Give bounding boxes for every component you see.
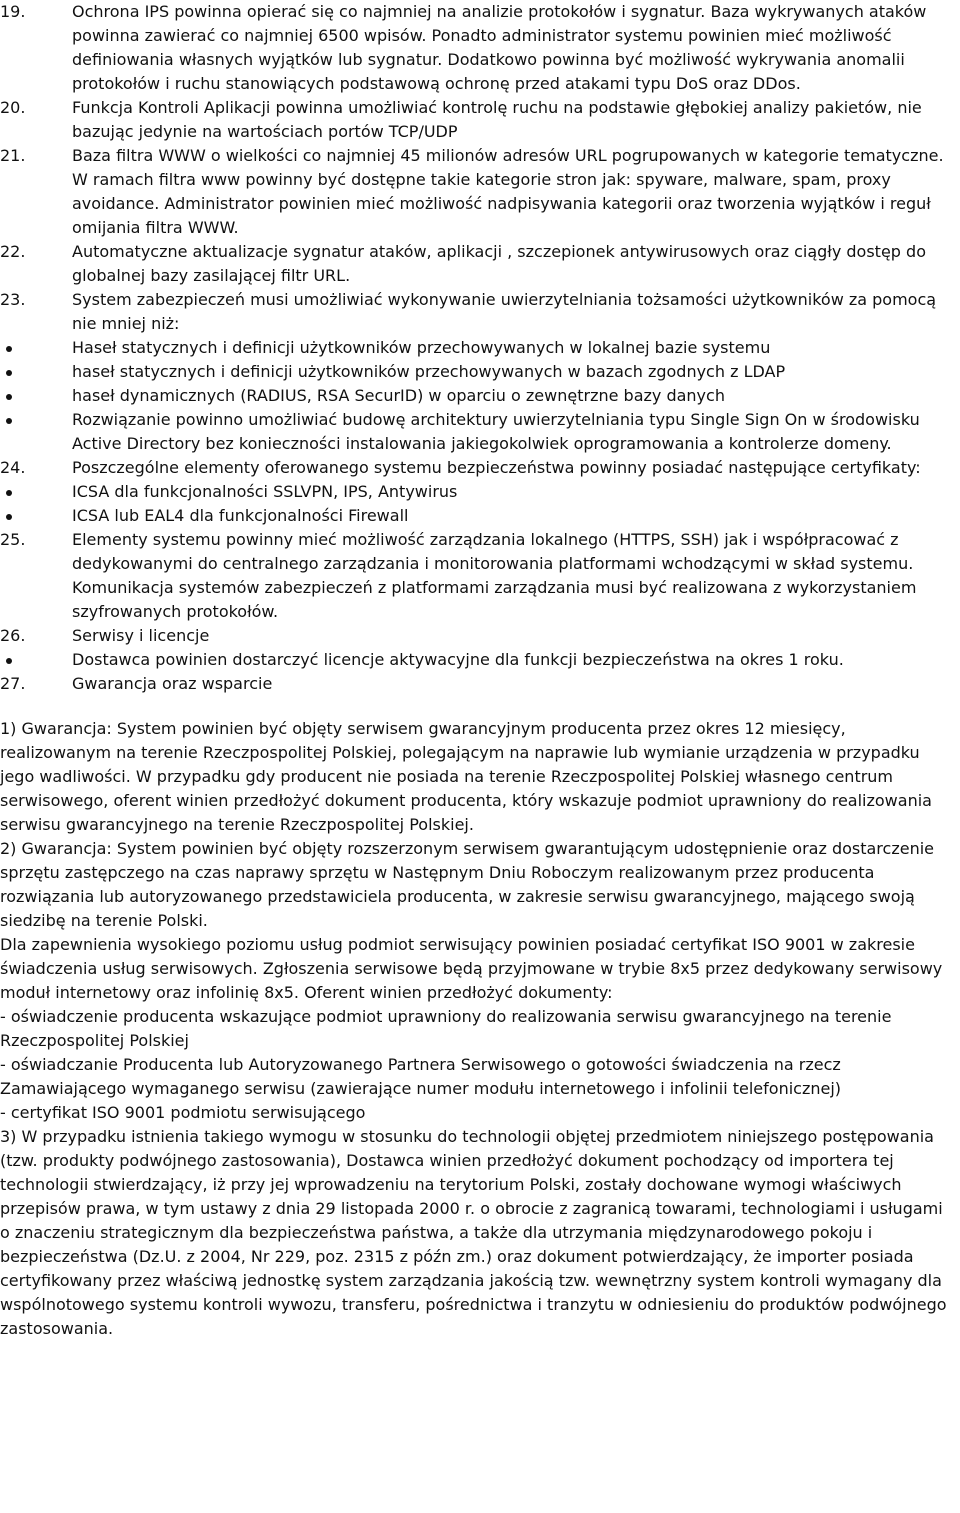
- item-number: 19.: [0, 2, 26, 21]
- item-number: 25.: [0, 530, 26, 549]
- list-item-21: [0, 144, 960, 240]
- bullet-icon: [6, 346, 12, 352]
- item-text: Ochrona IPS powinna opierać się co najmniej na analizie protokołów i sygnatur. Baza wykrywanych ataków powinna zawierać co najmniej 6500 wpisów. Ponadto administrator systemu powinien mieć możliwość definiowania własnych wyjątków lub sygnatur. Dodatkowo powinna być możliwość wykrywania anomalii protokołów i ruchu stanowiących podstawową ochronę przed atakami typu DoS oraz DDos.: [72, 2, 927, 93]
- bullet-icon: [6, 658, 12, 664]
- service-paragraph: Dla zapewnienia wysokiego poziomu usług podmiot serwisujący powinien posiadać certyfikat ISO 9001 w zakresie świadczenia usług serwisowych. Zgłoszenia serwisowe będą przyjmowane w trybie 8x5 przez dedykowany serwisowy moduł internetowy oraz infolinię 8x5. Oferent winien przedłożyć dokumenty:: [0, 935, 943, 1002]
- bullet-text: ICSA dla funkcjonalności SSLVPN, IPS, Antywirus: [72, 482, 458, 501]
- item-number: 27.: [0, 674, 26, 693]
- dual-use-paragraph: 3) W przypadku istnienia takiego wymogu w stosunku do technologii objętej przedmiotem niniejszego postępowania (tzw. produkty podwójnego zastosowania), Dostawca winien przedłożyć dokument pochodzący od importera tej technologii stwierdzający, iż przy jej wprowadzeniu na terytorium Polski, zostały dochowane wymogi właściwych przepisów prawa, w tym ustawy z dnia 29 listopada 2000 r. o obrocie z zagranicą towarami, technologiami i usługami o znaczeniu strategicznym dla bezpieczeństwa państwa, a także dla utrzymania międzynarodowego pokoju i bezpieczeństwa (Dz.U. z 2004, Nr 229, poz. 2315 z późn zm.) oraz dokument potwierdzający, że importer posiada certyfikowany przez właściwą jednostkę system zarządzania jakością tzw. wewnętrzny system kontroli wymagany dla wspólnotowego systemu kontroli wywozu, transferu, pośrednictwa i tranzytu w odniesieniu do produktów podwójnego zastosowania.: [0, 1127, 947, 1338]
- list-item-22: [0, 240, 960, 288]
- item-text: Serwisy i licencje: [72, 626, 210, 645]
- document-requirement: - oświadczanie Producenta lub Autoryzowanego Partnera Serwisowego o gotowości świadczenia na rzecz Zamawiającego wymaganego serwisu (zawierające numer modułu internetowego i infolinii telefonicznej): [0, 1055, 842, 1098]
- item-text: Elementy systemu powinny mieć możliwość zarządzania lokalnego (HTTPS, SSH) jak i współpracować z dedykowanymi do centralnego zarządzania i monitorowania platformami wchodzącymi w skład systemu. Komunikacja systemów zabezpieczeń z platformami zarządzania musi być realizowana z wykorzystaniem szyfrowanych protokołów.: [72, 530, 917, 621]
- bullet-item: [0, 360, 960, 384]
- bullet-text: haseł statycznych i definicji użytkowników przechowywanych w bazach zgodnych z LDAP: [72, 362, 786, 381]
- bullet-item: [0, 384, 960, 408]
- item-text: System zabezpieczeń musi umożliwiać wykonywanie uwierzytelniania tożsamości użytkowników za pomocą nie mniej niż:: [72, 290, 937, 333]
- bullet-icon: [6, 490, 12, 496]
- bullet-icon: [6, 394, 12, 400]
- bullet-item: [0, 336, 960, 360]
- item-text: Funkcja Kontroli Aplikacji powinna umożliwiać kontrolę ruchu na podstawie głębokiej analizy pakietów, nie bazując jedynie na wartościach portów TCP/UDP: [72, 98, 922, 141]
- list-item-25: [0, 528, 960, 624]
- bullet-icon: [6, 418, 12, 424]
- list-item-26: [0, 624, 960, 648]
- item-number: 20.: [0, 98, 26, 117]
- item-number: 23.: [0, 290, 26, 309]
- item-number: 21.: [0, 146, 26, 165]
- bullet-item: [0, 408, 960, 456]
- bullet-icon: [6, 514, 12, 520]
- bullet-text: Dostawca powinien dostarczyć licencje aktywacyjne dla funkcji bezpieczeństwa na okres 1 roku.: [72, 650, 844, 669]
- bullet-text: Rozwiązanie powinno umożliwiać budowę architektury uwierzytelniania typu Single Sign On w środowisku Active Directory bez konieczności instalowania jakiegokolwiek oprogramowania a kontrolerze domeny.: [72, 410, 920, 453]
- bullet-text: ICSA lub EAL4 dla funkcjonalności Firewall: [72, 506, 409, 525]
- list-item-20: [0, 96, 960, 144]
- item-number: 26.: [0, 626, 26, 645]
- item-text: Poszczególne elementy oferowanego systemu bezpieczeństwa powinny posiadać następujące certyfikaty:: [72, 458, 921, 477]
- bullet-item: [0, 648, 960, 672]
- bullet-item: [0, 480, 960, 504]
- list-item-19: [0, 0, 960, 96]
- list-item-23: [0, 288, 960, 336]
- warranty-paragraph-2: 2) Gwarancja: System powinien być objęty rozszerzonym serwisem gwarantującym udostępnienie oraz dostarczenie sprzętu zastępczego na czas naprawy sprzętu w Następnym Dniu Roboczym realizowanym przez producenta rozwiązania lub autoryzowanego przedstawiciela producenta, w zakresie serwisu gwarancyjnego, mającego swoją siedzibę na terenie Polski.: [0, 839, 934, 930]
- document-requirement: - certyfikat ISO 9001 podmiotu serwisującego: [0, 1103, 366, 1122]
- item-text: Gwarancja oraz wsparcie: [72, 674, 273, 693]
- item-text: Baza filtra WWW o wielkości co najmniej 45 milionów adresów URL pogrupowanych w kategorie tematyczne. W ramach filtra www powinny być dostępne takie kategorie stron jak: spyware, malware, spam, proxy avoidance. Administrator powinien mieć możliwość nadpisywania kategorii oraz tworzenia wyjątków i reguł omijania filtra WWW.: [72, 146, 944, 237]
- item-number: 22.: [0, 242, 26, 261]
- item-number: 24.: [0, 458, 26, 477]
- warranty-paragraph-1: 1) Gwarancja: System powinien być objęty serwisem gwarancyjnym producenta przez okres 12 miesięcy, realizowanym na terenie Rzeczpospolitej Polskiej, polegającym na naprawie lub wymianie urządzenia w przypadku jego wadliwości. W przypadku gdy producent nie posiada na terenie Rzeczpospolitej Polskiej własnego centrum serwisowego, oferent winien przedłożyć dokument producenta, który wskazuje podmiot uprawniony do realizowania serwisu gwarancyjnego na terenie Rzeczpospolitej Polskiej.: [0, 719, 932, 834]
- spacer: [0, 696, 960, 717]
- bullet-item: [0, 504, 960, 528]
- item-text: Automatyczne aktualizacje sygnatur ataków, aplikacji , szczepionek antywirusowych oraz ciągły dostęp do globalnej bazy zasilającej filtr URL.: [72, 242, 926, 285]
- list-item-27: [0, 672, 960, 696]
- bullet-text: haseł dynamicznych (RADIUS, RSA SecurID) w oparciu o zewnętrzne bazy danych: [72, 386, 725, 405]
- document-requirement: - oświadczenie producenta wskazujące podmiot uprawniony do realizowania serwisu gwarancyjnego na terenie Rzeczpospolitej Polskiej: [0, 1007, 892, 1050]
- bullet-text: Haseł statycznych i definicji użytkowników przechowywanych w lokalnej bazie systemu: [72, 338, 771, 357]
- list-item-24: [0, 456, 960, 480]
- bullet-icon: [6, 370, 12, 376]
